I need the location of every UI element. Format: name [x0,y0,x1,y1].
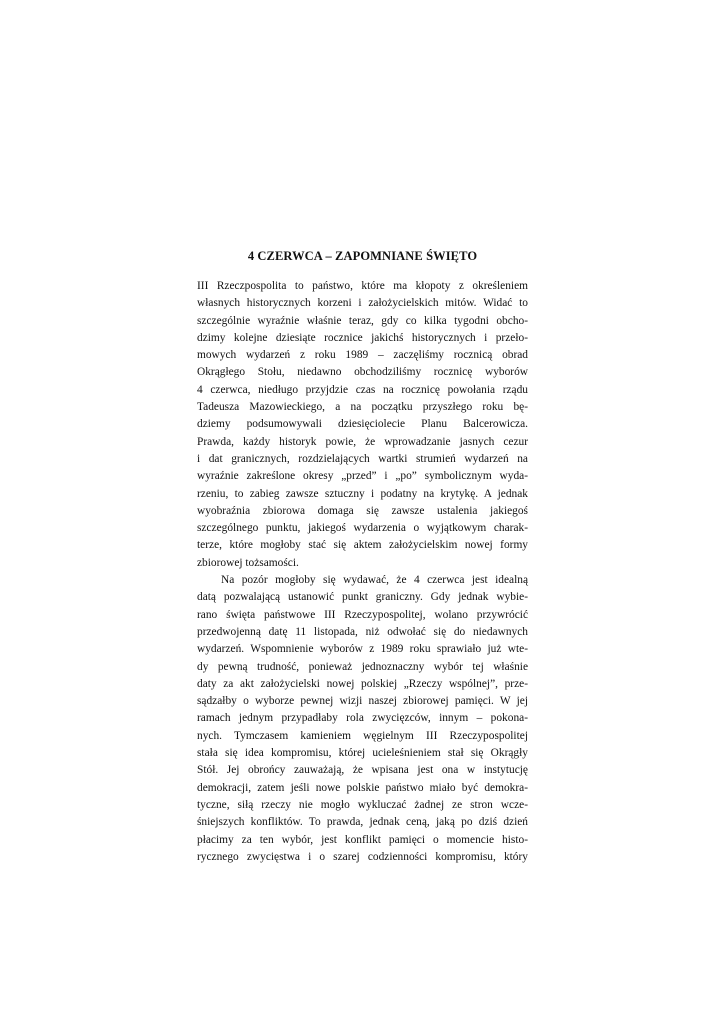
text-line: terze, które mogłoby stać się aktem założycielskim nowej formy [197,539,528,552]
text-line: śniejszych konfliktów. To prawda, jednak ceną, jaką po dziś dzień [197,816,528,829]
chapter-body [197,278,528,866]
text-line: dy pewną trudność, ponieważ jednoznaczny wybór tej właśnie [197,660,528,673]
paragraph-2 [197,572,528,866]
chapter-title: 4 CZERWCA – ZAPOMNIANE ŚWIĘTO [247,249,478,263]
text-line: III Rzeczpospolita to państwo, które ma kłopoty z określeniem [197,280,528,292]
text-line: i dat granicznych, rozdzielających wartki strumień wydarzeń na [197,452,528,465]
text-line: szczególnie wyraźnie właśnie teraz, gdy co kilka tygodni obcho- [197,314,528,327]
text-line: mowych wydarzeń z roku 1989 – zaczęliśmy rocznicą obrad [197,349,528,362]
text-line: własnych historycznych korzeni i założycielskich mitów. Widać to [197,297,528,310]
text-line: demokracji, zatem jeśli nowe polskie państwo miało być demokra- [197,781,528,794]
text-line: dzimy kolejne dziesiąte rocznice jakichś historycznych i przeło- [197,331,528,344]
text-line: wydarzeń. Wspomnienie wyborów z 1989 roku sprawiało już wte- [197,643,528,656]
text-line: tyczne, siłą rzeczy nie mogło wykluczać żadnej ze stron wcze- [197,798,528,811]
text-line: rycznego zwycięstwa i o szarej codzienności kompromisu, który [197,850,528,863]
text-line: Tadeusza Mazowieckiego, a na początku przyszłego roku bę- [197,401,528,414]
text-line: płacimy za ten wybór, jest konflikt pamięci o momencie histo- [197,833,528,846]
text-line: szczególnego punktu, jakiegoś wydarzenia o wyjątkowym charak- [197,522,528,535]
text-line: Okrągłego Stołu, niedawno obchodziliśmy rocznicę wyborów [197,366,528,379]
text-line: nych. Tymczasem kamieniem węgielnym III Rzeczypospolitej [197,729,528,742]
paragraph-1 [197,278,528,572]
text-line: 4 czerwca, niedługo przyjdzie czas na rocznicę powołania rządu [197,383,528,396]
text-line: przedwojenną datę 11 listopada, niż odwołać się do niedawnych [197,625,528,638]
text-line: Stół. Jej obrońcy zauważają, że wpisana jest ona w instytucję [197,764,528,777]
text-line: wyobraźnia zbiorowa domaga się zawsze ustalenia jakiegoś [197,504,528,517]
text-line: rano święta państwowe III Rzeczypospolitej, wolano przywrócić [197,608,528,621]
text-line: Na pozór mogłoby się wydawać, że 4 czerwca jest idealną [221,574,528,587]
text-line: zbiorowej tożsamości. [197,556,299,569]
text-line: ramach jednym przypadłaby rola zwycięzców, innym – pokona- [197,712,528,725]
text-line: wyraźnie zakreślone okresy „przed” i „po” symbolicznym wyda- [197,470,528,483]
text-line: Prawda, każdy historyk powie, że wprowadzanie jasnych cezur [197,435,528,448]
text-line: daty za akt założycielski nowej polskiej „Rzeczy wspólnej”, prze- [197,677,528,690]
text-line: dziemy podsumowywali dziesięciolecie Planu Balcerowicza. [197,418,528,431]
text-line: rzeniu, to zabieg zawsze sztuczny i podatny na krytykę. A jednak [197,487,528,500]
text-line: sądzałby o wyborze pewnej wizji naszej zbiorowej pamięci. W jej [197,695,528,708]
text-line: datą pozwalającą ustanowić punkt graniczny. Gdy jednak wybie- [197,591,528,604]
text-line: stała się idea kompromisu, której ucieleśnieniem stał się Okrągły [197,747,528,760]
